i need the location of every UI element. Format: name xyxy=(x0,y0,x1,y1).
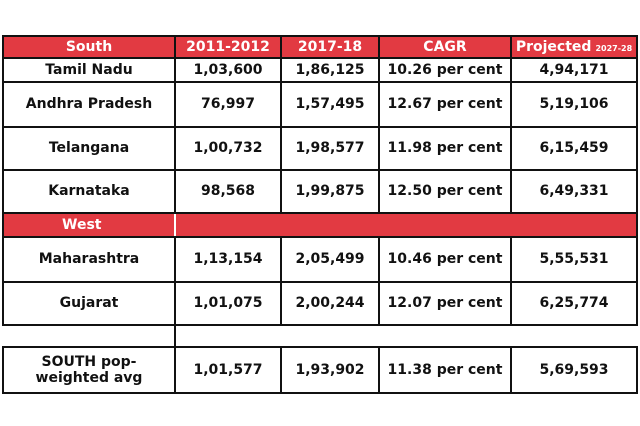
grid-line xyxy=(2,346,4,394)
row-tamil-nadu-state: Tamil Nadu xyxy=(45,61,133,78)
grid-line xyxy=(280,236,282,326)
row-gujarat-cagr: 12.07 per cent xyxy=(387,295,503,312)
row-avg-proj: 5,69,593 xyxy=(539,361,609,378)
header-projected-label: Projected xyxy=(515,38,592,55)
grid-line xyxy=(2,392,638,394)
row-gujarat-state: Gujarat xyxy=(59,295,119,312)
row-karnataka-2011: 98,568 xyxy=(200,183,256,200)
row-gujarat-2011: 1,01,075 xyxy=(193,295,263,312)
grid-line xyxy=(2,324,638,326)
row-andhra-pradesh-state: Andhra Pradesh xyxy=(25,96,153,113)
section-west-fill xyxy=(176,214,636,236)
row-gujarat-2017: 2,00,244 xyxy=(295,295,365,312)
row-telangana-state: Telangana xyxy=(48,140,130,157)
row-gujarat-proj: 6,25,774 xyxy=(539,295,609,312)
grid-line xyxy=(174,236,176,346)
header-2011-2012: 2011-2012 xyxy=(176,37,280,57)
row-telangana-2011: 1,00,732 xyxy=(193,140,263,157)
grid-line xyxy=(2,212,638,214)
row-andhra-pradesh-cagr: 12.67 per cent xyxy=(387,96,503,113)
grid-line xyxy=(2,169,638,171)
grid-line xyxy=(2,35,4,324)
grid-line xyxy=(2,126,638,128)
row-karnataka-state: Karnataka xyxy=(48,183,130,200)
row-karnataka-2017: 1,99,875 xyxy=(295,183,365,200)
row-andhra-pradesh-proj: 5,19,106 xyxy=(539,96,609,113)
grid-line xyxy=(174,35,176,214)
section-west: West xyxy=(4,214,174,236)
grid-line xyxy=(378,346,380,394)
grid-line xyxy=(636,346,638,394)
grid-line xyxy=(2,35,638,37)
grid-line xyxy=(280,35,282,214)
row-maharashtra-proj: 5,55,531 xyxy=(539,251,609,268)
row-andhra-pradesh-2017: 1,57,495 xyxy=(295,96,365,113)
grid-line xyxy=(378,236,380,326)
row-telangana-proj: 6,15,459 xyxy=(539,140,609,157)
grid-line xyxy=(280,346,282,394)
header-projected-year: 2027-28 xyxy=(595,44,633,54)
grid-line xyxy=(2,236,638,238)
row-avg-cagr: 11.38 per cent xyxy=(387,361,503,378)
grid-line xyxy=(2,81,638,83)
row-tamil-nadu-cagr: 10.26 per cent xyxy=(387,61,503,78)
header-cagr: CAGR xyxy=(380,37,510,57)
grid-line xyxy=(636,35,638,324)
grid-line xyxy=(510,236,512,326)
row-telangana-2017: 1,98,577 xyxy=(295,140,365,157)
row-avg-2017: 1,93,902 xyxy=(295,361,365,378)
grid-line xyxy=(378,35,380,214)
row-maharashtra-2017: 2,05,499 xyxy=(295,251,365,268)
row-avg-2011: 1,01,577 xyxy=(193,361,263,378)
row-tamil-nadu-2011: 1,03,600 xyxy=(193,61,263,78)
row-tamil-nadu-proj: 4,94,171 xyxy=(539,61,609,78)
row-telangana-cagr: 11.98 per cent xyxy=(387,140,503,157)
row-andhra-pradesh-2011: 76,997 xyxy=(200,96,256,113)
row-karnataka-proj: 6,49,331 xyxy=(539,183,609,200)
row-tamil-nadu-2017: 1,86,125 xyxy=(295,61,365,78)
grid-line xyxy=(510,35,512,214)
header-south: South xyxy=(4,37,174,57)
grid-line xyxy=(2,57,638,59)
row-karnataka-cagr: 12.50 per cent xyxy=(387,183,503,200)
row-avg-state: SOUTH pop-weighted avg xyxy=(35,353,143,386)
row-maharashtra-state: Maharashtra xyxy=(38,251,140,268)
grid-line xyxy=(174,346,176,394)
grid-line xyxy=(510,346,512,394)
header-2017-18: 2017-18 xyxy=(282,37,378,57)
grid-line xyxy=(2,346,638,348)
row-maharashtra-cagr: 10.46 per cent xyxy=(387,251,503,268)
grid-line xyxy=(2,281,638,283)
header-projected xyxy=(512,37,636,57)
row-maharashtra-2011: 1,13,154 xyxy=(193,251,263,268)
